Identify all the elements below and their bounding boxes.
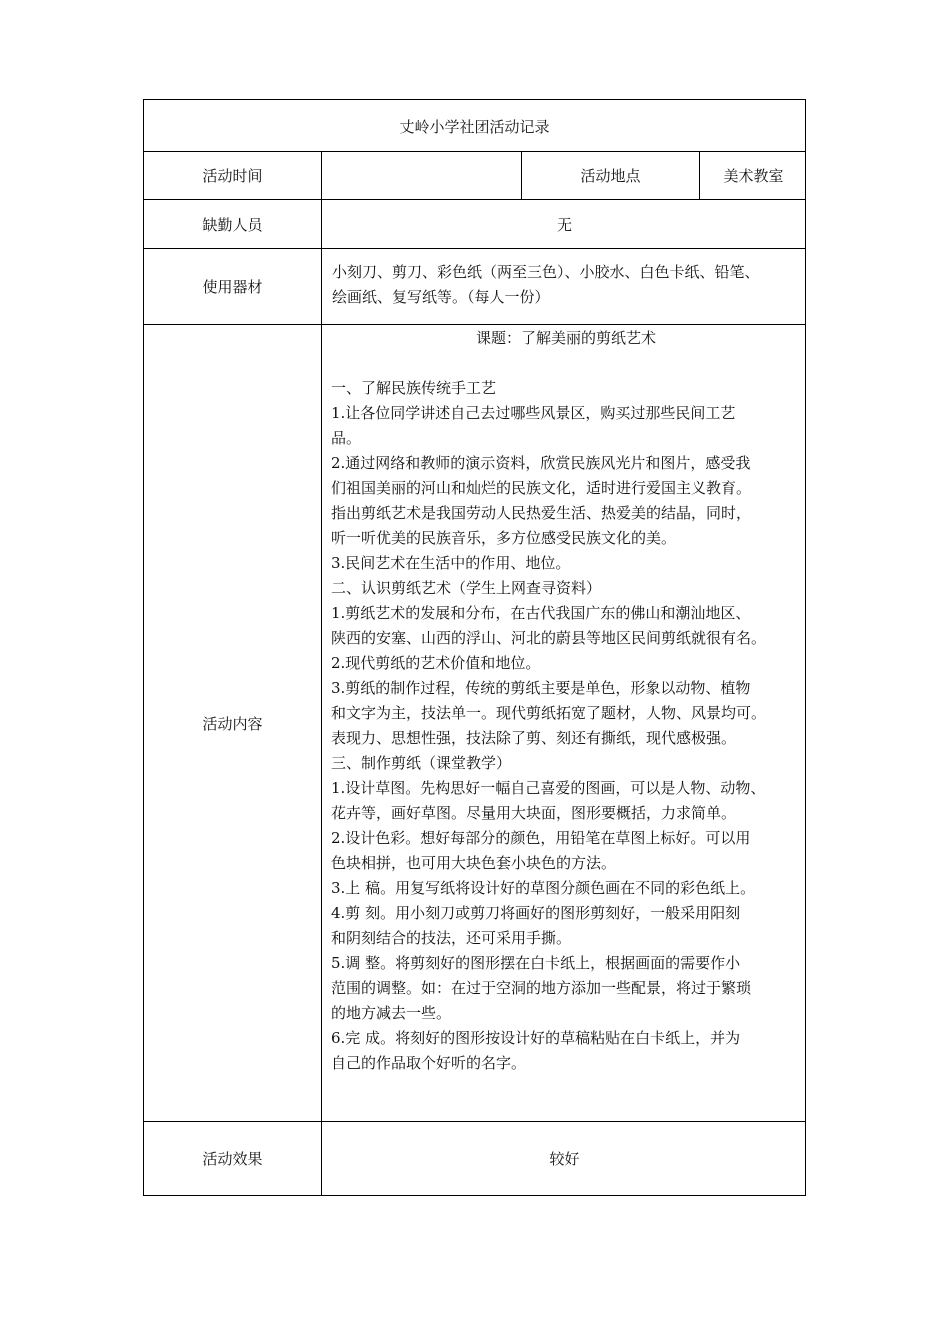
content-line: 的地方减去一些。 [331, 1004, 452, 1022]
absent-value: 无 [556, 215, 572, 234]
content-line: 指出剪纸艺术是我国劳动人民热爱生活、热爱美的结晶，同时， [331, 504, 752, 522]
content-line: 一、了解民族传统手工艺 [331, 379, 497, 397]
content-line: 二、认识剪纸艺术（学生上网查寻资料） [331, 579, 602, 597]
content-line: 3.上 稿。用复写纸将设计好的草图分颜色画在不同的彩色纸上。 [331, 879, 756, 897]
content-line: 和阴刻结合的技法，还可采用手撕。 [331, 929, 572, 947]
equipment-cell [322, 249, 807, 324]
place-label: 活动地点 [580, 167, 641, 185]
content-line: 范围的调整。如：在过于空洞的地方添加一些配景，将过于繁琐 [331, 979, 752, 997]
content-line: 陕西的安塞、山西的浮山、河北的蔚县等地区民间剪纸就很有名。 [331, 629, 767, 647]
content-line: 2.通过网络和教师的演示资料，欣赏民族风光片和图片，感受我 [331, 454, 751, 472]
content-line: 们祖国美丽的河山和灿烂的民族文化，适时进行爱国主义教育。 [331, 479, 752, 497]
content-line: 品。 [331, 429, 362, 447]
equipment-value: 小刻刀、剪刀、彩色纸（两至三色）、小胶水、白色卡纸、铅笔、 绘画纸、复写纸等。（每人一份） [332, 263, 760, 306]
content-label: 活动内容 [202, 714, 263, 733]
content-line: 和文字为主，技法单一。现代剪纸拓宽了题材，人物、风景均可。 [331, 704, 767, 722]
content-lines [331, 351, 801, 1076]
equipment-label: 使用器材 [202, 278, 263, 296]
time-value [322, 152, 521, 199]
content-line: 2.现代剪纸的艺术价值和地位。 [331, 654, 541, 672]
content-line: 1.剪纸艺术的发展和分布，在古代我国广东的佛山和潮汕地区、 [331, 604, 751, 622]
absent-label: 缺勤人员 [202, 215, 263, 234]
row-absent [144, 199, 805, 248]
content-line: 花卉等，画好草图。尽量用大块面，图形要概括，力求简单。 [331, 804, 737, 822]
content-line: 4.剪 刻。用小刻刀或剪刀将画好的图形剪刻好，一般采用阳刻 [331, 904, 741, 922]
row-effect [144, 1121, 805, 1195]
row-equipment [144, 248, 805, 324]
table-title: 丈岭小学社团活动记录 [399, 117, 550, 136]
content-line: 1.设计草图。先构思好一幅自己喜爱的图画，可以是人物、动物、 [331, 779, 766, 797]
content-subject: 课题：了解美丽的剪纸艺术 [475, 329, 656, 347]
place-value: 美术教室 [723, 167, 784, 185]
content-line [331, 351, 801, 376]
content-body [331, 325, 801, 1076]
content-line: 表现力、思想性强，技法除了剪、刻还有撕纸，现代感极强。 [331, 729, 737, 747]
content-line: 1.让各位同学讲述自己去过哪些风景区，购买过那些民间工艺 [331, 404, 736, 422]
content-line: 三、制作剪纸（课堂教学） [331, 754, 512, 772]
content-line: 5.调 整。将剪刻好的图形摆在白卡纸上，根据画面的需要作小 [331, 954, 741, 972]
content-line: 自己的作品取个好听的名字。 [331, 1054, 527, 1072]
activity-record-table [143, 99, 806, 1196]
content-line: 听一听优美的民族音乐，多方位感受民族文化的美。 [331, 529, 677, 547]
effect-value: 较好 [549, 1150, 580, 1168]
row-time-place [144, 151, 805, 199]
content-line: 色块相拼，也可用大块色套小块色的方法。 [331, 854, 617, 872]
content-line: 3.剪纸的制作过程，传统的剪纸主要是单色，形象以动物、植物 [331, 679, 751, 697]
content-line: 2.设计色彩。想好每部分的颜色，用铅笔在草图上标好。可以用 [331, 829, 751, 847]
row-content [144, 324, 805, 1121]
content-line: 6.完 成。将刻好的图形按设计好的草稿粘贴在白卡纸上，并为 [331, 1029, 741, 1047]
content-line: 3.民间艺术在生活中的作用、地位。 [331, 554, 571, 572]
divider [321, 325, 322, 1121]
time-label: 活动时间 [202, 167, 263, 185]
effect-label: 活动效果 [202, 1150, 263, 1168]
